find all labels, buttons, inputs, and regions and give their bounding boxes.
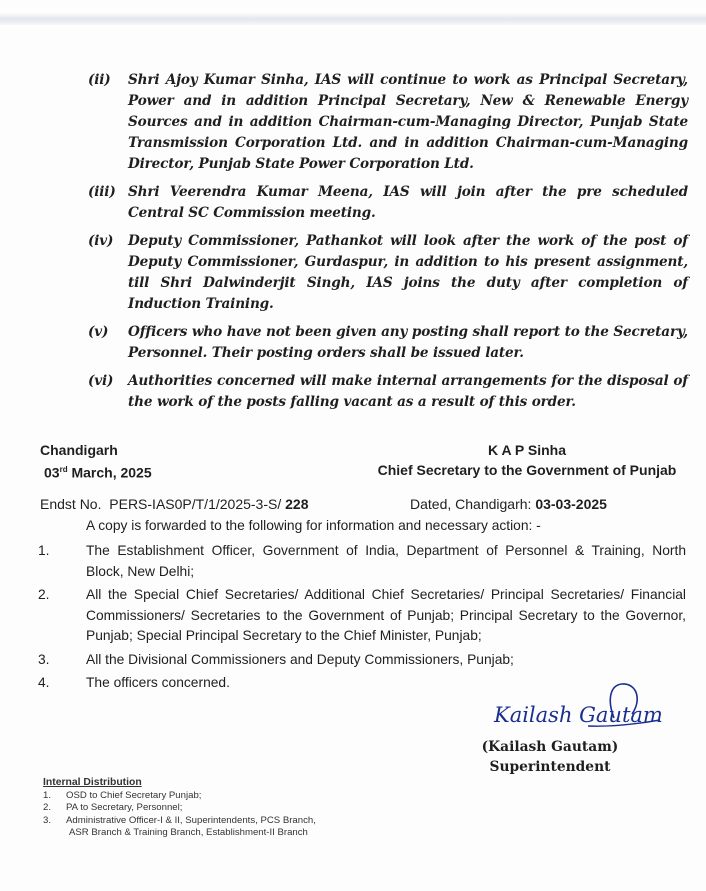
copy-to-item: 1. The Establishment Officer, Government of India, Department of Personnel & Training, North Block, New Delhi; (38, 543, 686, 579)
clause-marker: (vi) (88, 373, 114, 389)
endorsement-line (40, 494, 700, 514)
clause-text: Deputy Commissioner, Pathankot will look after the work of the post of Deputy Commissioner, Gurdaspur, in addition to his present assignment, till Shri Dalwinderjit Singh, IAS joins the duty after completion of Induction Training. (128, 233, 688, 312)
clause-text: Shri Ajoy Kumar Sinha, IAS will continue to work as Principal Secretary, Power and in addition Principal Secretary, New & Renewable Energy Sources and in addition Chairman-cum-Managing Director, Punjab State Transmission Corporation Ltd. and in addition Chairman-cum-Managing Director, Punjab State Power Corporation Ltd. (128, 72, 688, 172)
signatory-designation: Chief Secretary to the Government of Punjab (377, 462, 677, 478)
order-clause (88, 231, 688, 315)
order-clause (88, 70, 688, 175)
clause-text: Officers who have not been given any posting shall report to the Secretary, Personnel. Their posting orders shall be issued later. (128, 324, 688, 361)
signature-text: Kailash Gautam (494, 703, 663, 727)
endorsement-number: Endst No. PERS-IAS0P/T/1/2025-3-S/ 228 (40, 496, 309, 512)
internal-item: 2. PA to Secretary, Personnel; (43, 802, 183, 813)
copy-to-item: 3. All the Divisional Commissioners and Deputy Commissioners, Punjab; (38, 651, 514, 667)
clause-marker: (iii) (88, 184, 116, 200)
endorser-block (470, 737, 630, 777)
forward-note: A copy is forwarded to the following for information and necessary action: - (86, 518, 541, 533)
internal-item: 1. OSD to Chief Secretary Punjab; (43, 789, 202, 801)
endorser-designation: Superintendent (489, 759, 611, 775)
clause-marker: (iv) (88, 233, 114, 249)
endorsement-date: Dated, Chandigarh: 03-03-2025 (410, 496, 607, 512)
scan-shadow-band (0, 13, 706, 25)
endorser-name: (Kailash Gautam) (481, 739, 619, 755)
copy-to-list (38, 541, 686, 697)
clause-marker: (v) (88, 324, 109, 340)
copy-to-item: 4. The officers concerned. (38, 675, 230, 690)
copy-to-item: 2. All the Special Chief Secretaries/ Additional Chief Secretaries/ Principal Secretaries/ Financial Commissioners/ Secretaries to the Government of Punjab; Principal Secretary to the Governor, Punjab; Special Principal Secretary to the Chief Minister, Punjab; (38, 587, 686, 643)
clause-marker: (ii) (88, 72, 111, 88)
handwritten-signature (492, 680, 672, 740)
clause-text: Shri Veerendra Kumar Meena, IAS will join after the pre scheduled Central SC Commission meeting. (128, 184, 688, 221)
chief-secretary-block (362, 440, 692, 480)
order-clauses (88, 70, 688, 420)
internal-distribution (43, 777, 316, 840)
issue-date: 03rd March, 2025 (44, 464, 152, 481)
internal-distribution-heading: Internal Distribution (43, 777, 142, 788)
issue-place: Chandigarh (40, 442, 118, 458)
order-clause (88, 182, 688, 224)
order-clause (88, 322, 688, 364)
issue-place-date (40, 440, 152, 483)
clause-text: Authorities concerned will make internal arrangements for the disposal of the work of the posts falling vacant as a result of this order. (128, 373, 688, 410)
order-clause (88, 371, 688, 413)
internal-item: 3. Administrative Officer-I & II, Superintendents, PCS Branch, ASR Branch & Training Branch, Establishment-II Branch (43, 814, 316, 838)
signatory-name: K A P Sinha (487, 442, 567, 458)
